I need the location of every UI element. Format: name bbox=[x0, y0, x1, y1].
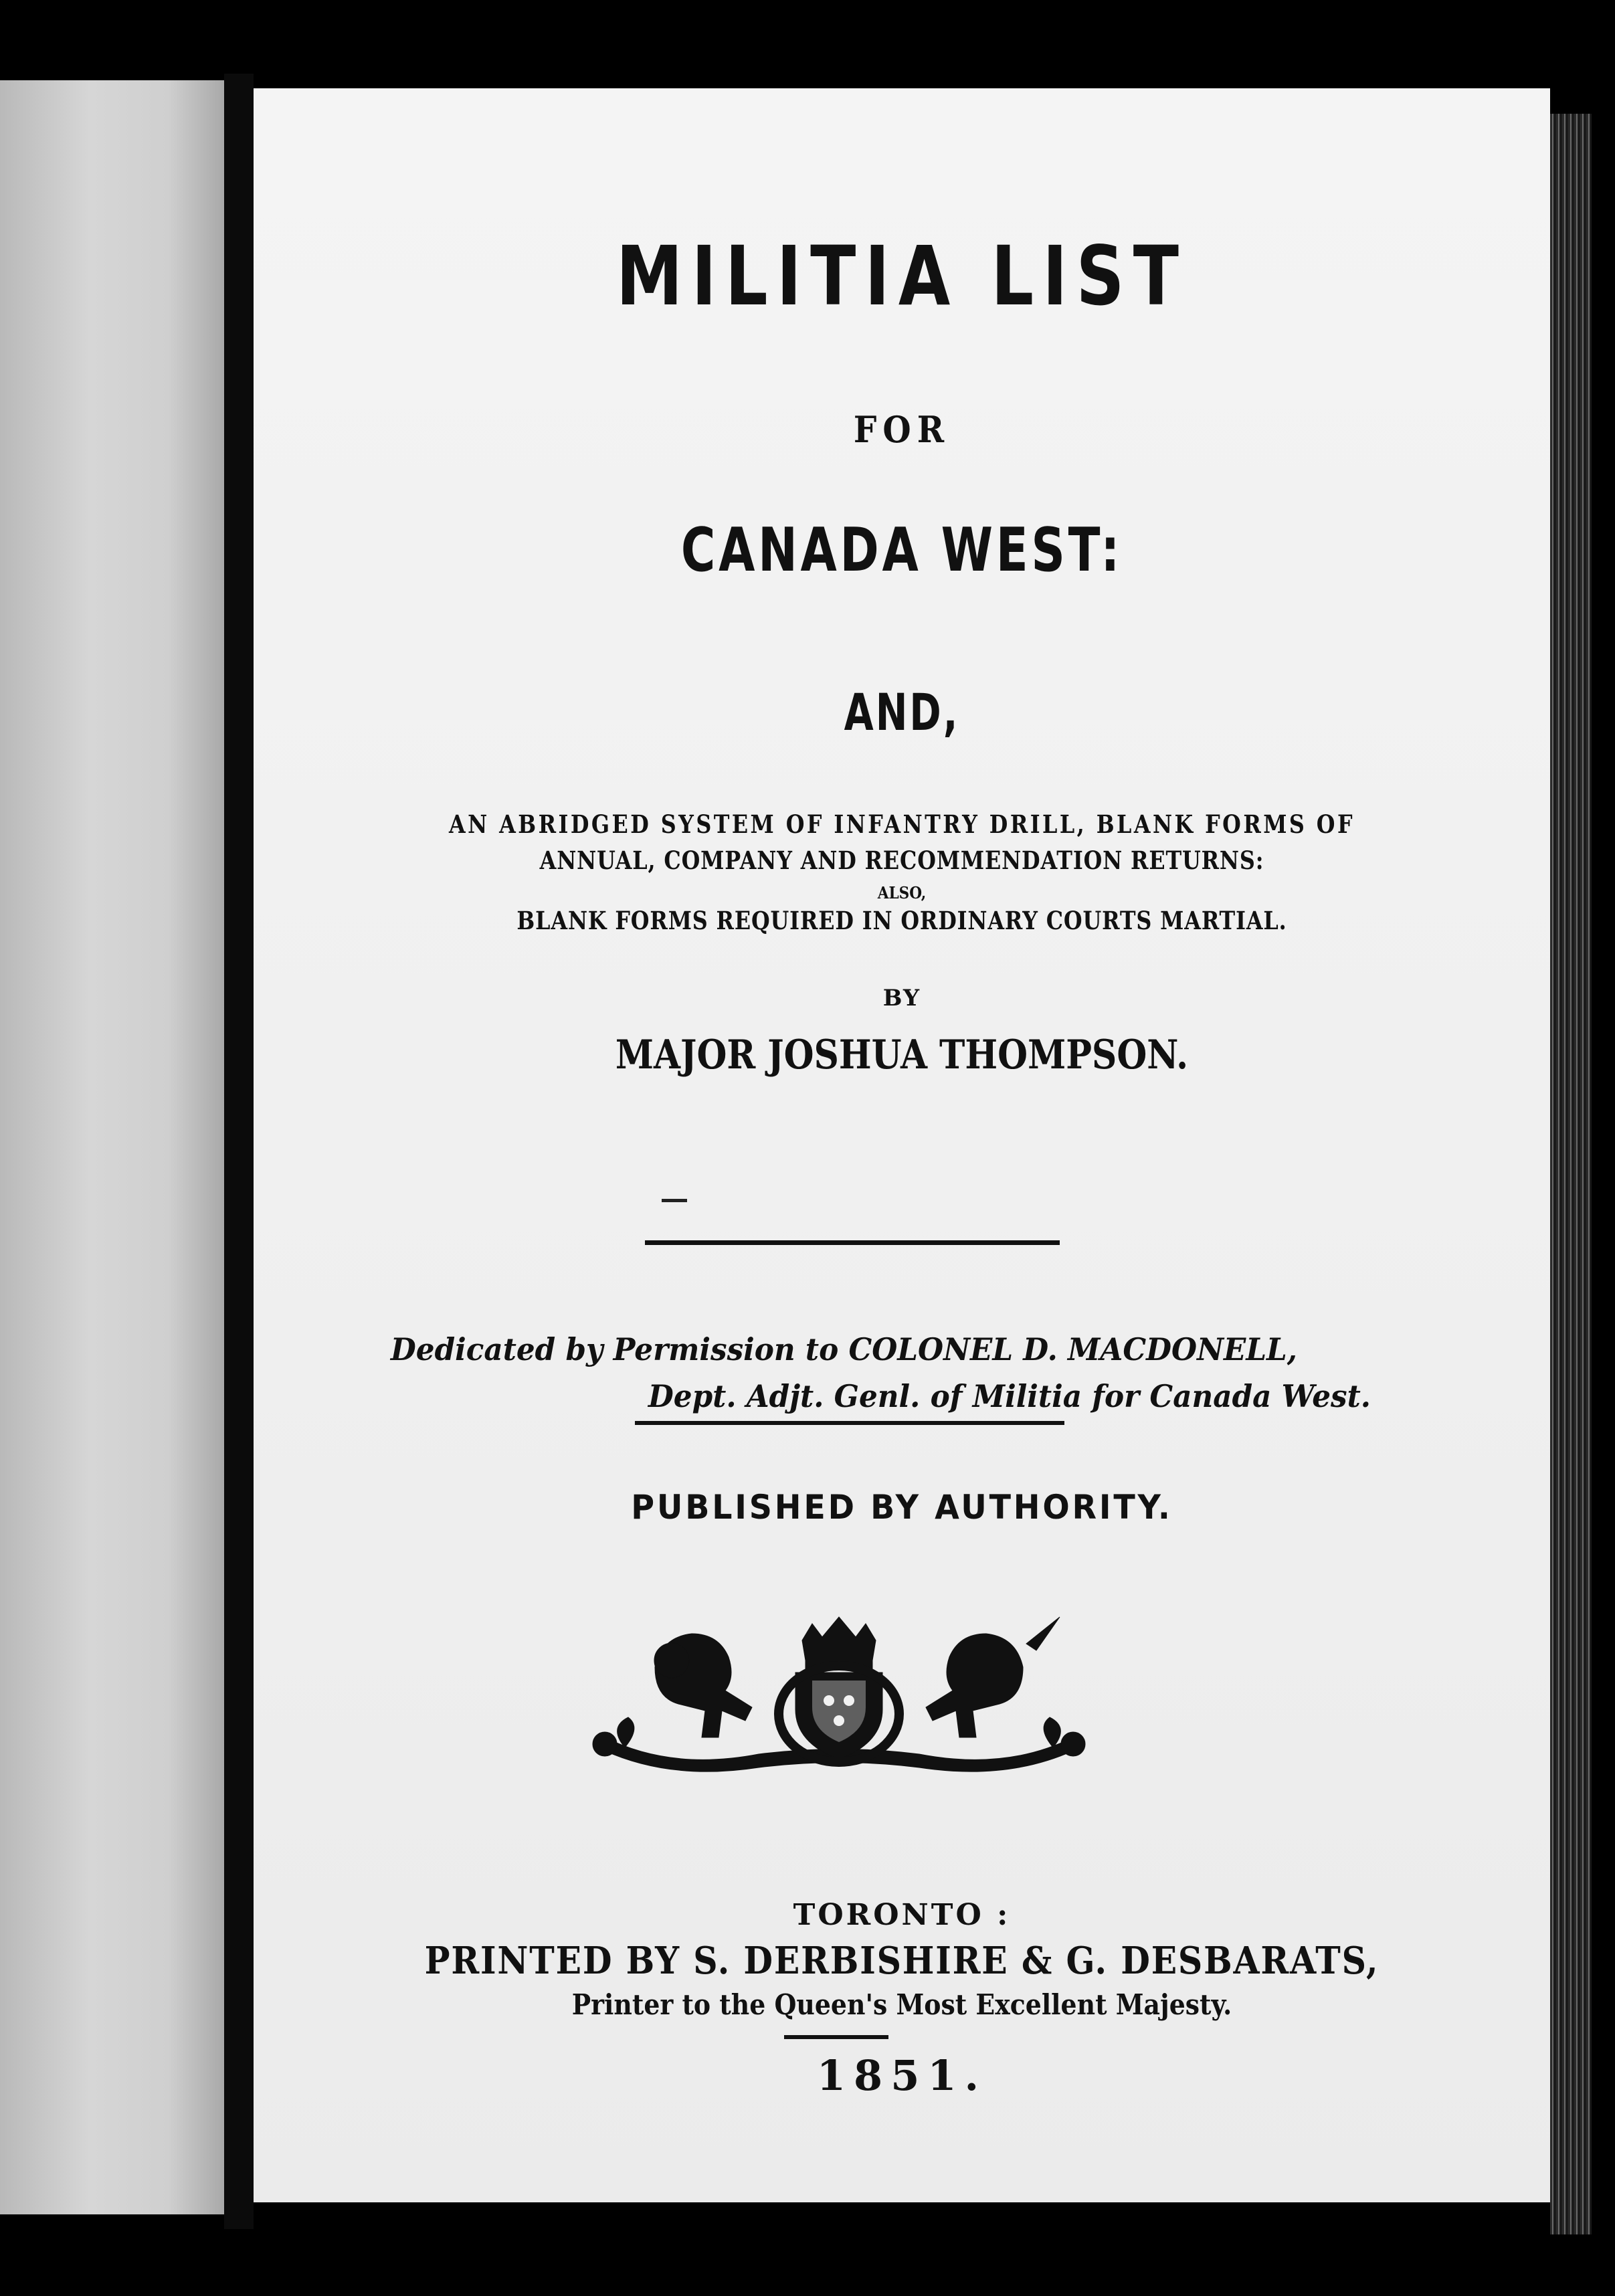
book-title: MILITIA LIST bbox=[615, 229, 1188, 324]
subtitle-line-2: ANNUAL, COMPANY AND RECOMMENDATION RETURNS: bbox=[539, 846, 1264, 875]
dedication-line-1: Dedicated by Permission to COLONEL D. MACDONELL, bbox=[390, 1331, 1297, 1367]
published-by-authority: PUBLISHED BY AUTHORITY. bbox=[631, 1488, 1173, 1527]
printer-name: PRINTED BY S. DERBISHIRE & G. DESBARATS, bbox=[424, 1939, 1380, 1983]
title-page bbox=[254, 88, 1550, 2202]
subtitle-also: ALSO, bbox=[877, 883, 927, 902]
title-connector-for: FOR bbox=[853, 408, 951, 451]
subtitle-line-3: BLANK FORMS REQUIRED IN ORDINARY COURTS MARTIAL. bbox=[516, 906, 1287, 935]
printer-title: Printer to the Queen's Most Excellent Majesty. bbox=[571, 1988, 1232, 2021]
divider-rule bbox=[645, 1240, 1060, 1245]
by-label: BY bbox=[882, 985, 921, 1012]
page-edges bbox=[1550, 114, 1592, 2234]
facing-page bbox=[0, 80, 224, 2214]
divider-rule bbox=[635, 1421, 1064, 1425]
book-gutter bbox=[224, 74, 254, 2229]
year-rule bbox=[784, 2035, 888, 2039]
royal-coat-of-arms-icon bbox=[591, 1614, 1086, 1781]
dedication-line-2: Dept. Adjt. Genl. of Militia for Canada West. bbox=[648, 1378, 1371, 1414]
subtitle-line-1: AN ABRIDGED SYSTEM OF INFANTRY DRILL, BLANK FORMS OF bbox=[449, 809, 1355, 839]
publication-city: TORONTO : bbox=[793, 1898, 1011, 1932]
title-connector-and: AND, bbox=[844, 682, 960, 742]
short-dash bbox=[662, 1199, 687, 1202]
publication-year: 1851. bbox=[816, 2051, 987, 2100]
place-title: CANADA WEST: bbox=[680, 515, 1123, 585]
author-name: MAJOR JOSHUA THOMPSON. bbox=[615, 1032, 1189, 1078]
